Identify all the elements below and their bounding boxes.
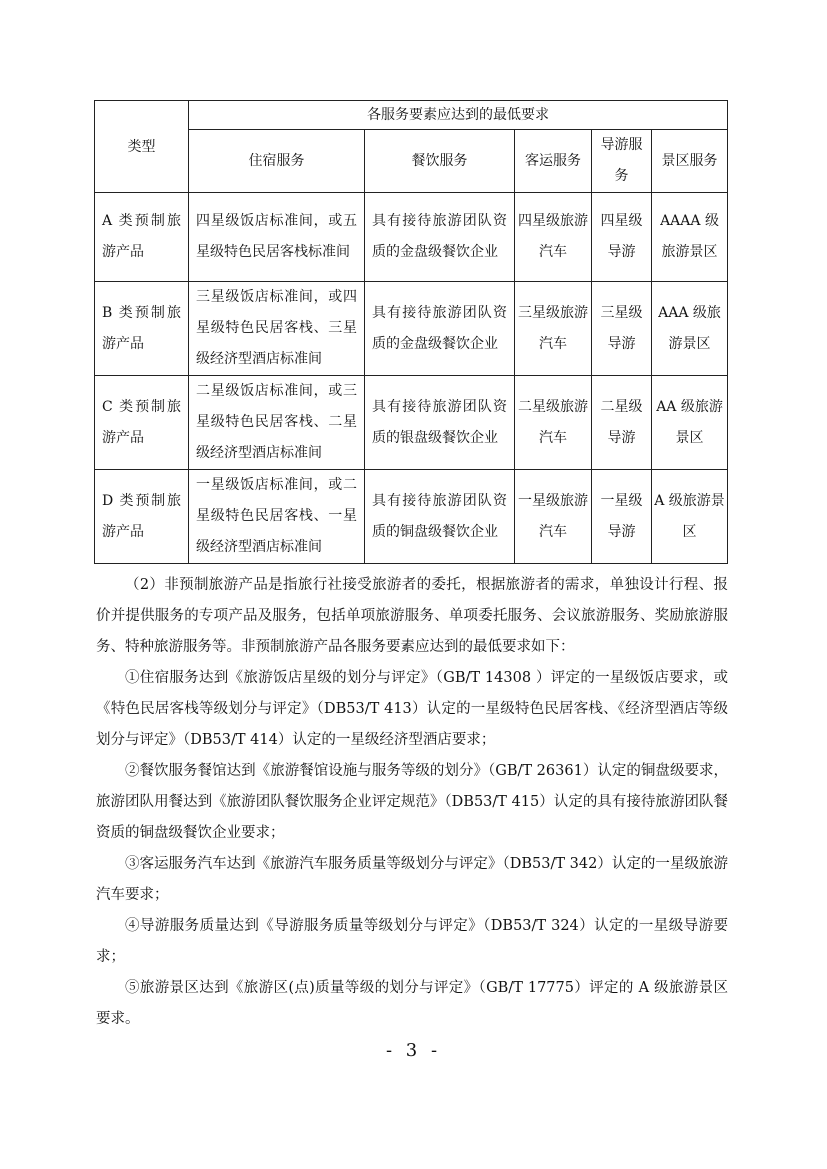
transport-cell: 一星级旅游汽车 xyxy=(515,470,592,564)
transport-cell: 三星级旅游汽车 xyxy=(515,282,592,376)
paragraph-non-prefab-intro: （2）非预制旅游产品是指旅行社接受旅游者的委托，根据旅游者的需求，单独设计行程、报价并提供服务的专项产品及服务，包括单项旅游服务、单项委托服务、会议旅游服务、奖励旅游服务、特种旅游服务等。非预制旅游产品各服务要素应达到的最低要求如下： xyxy=(96,577,728,655)
guide-cell: 三星级导游 xyxy=(592,282,652,376)
scenic-cell: A 级旅游景区 xyxy=(652,470,728,564)
guide-cell: 一星级导游 xyxy=(592,470,652,564)
type-cell: D 类预制旅游产品 xyxy=(95,470,189,564)
table-row xyxy=(95,193,728,282)
paragraph-scenic-requirement: ⑤旅游景区达到《旅游区(点)质量等级的划分与评定》（GB/T 17775）评定的 A 级旅游景区要求。 xyxy=(96,980,728,1027)
type-header: 类型 xyxy=(95,101,189,193)
transport-cell: 四星级旅游汽车 xyxy=(515,193,592,282)
type-cell: B 类预制旅游产品 xyxy=(95,282,189,376)
lodging-header: 住宿服务 xyxy=(189,130,365,193)
paragraph-transport-requirement: ③客运服务汽车达到《旅游汽车服务质量等级划分与评定》（DB53/T 342）认定的一星级旅游汽车要求； xyxy=(96,856,728,903)
scenic-cell: AA 级旅游景区 xyxy=(652,376,728,470)
paragraph-lodging-requirement: ①住宿服务达到《旅游饭店星级的划分与评定》（GB/T 14308 ）评定的一星级饭店要求，或《特色民居客栈等级划分与评定》（DB53/T 413）认定的一星级特色民居客栈、《经济型酒店等级划分与评定》（DB53/T 414）认定的一星级经济型酒店要求； xyxy=(96,670,728,748)
scenic-cell: AAAA 级旅游景区 xyxy=(652,193,728,282)
table-row xyxy=(95,470,728,564)
body-text xyxy=(96,570,728,1035)
guide-cell: 四星级导游 xyxy=(592,193,652,282)
type-cell: A 类预制旅游产品 xyxy=(95,193,189,282)
scenic-cell: AAA 级旅游景区 xyxy=(652,282,728,376)
dining-header: 餐饮服务 xyxy=(365,130,515,193)
scenic-header: 景区服务 xyxy=(652,130,728,193)
lodging-cell: 三星级饭店标准间，或四星级特色民居客栈、三星级经济型酒店标准间 xyxy=(189,282,365,376)
requirements-group-header: 各服务要素应达到的最低要求 xyxy=(189,101,728,130)
lodging-cell: 二星级饭店标准间，或三星级特色民居客栈、二星级经济型酒店标准间 xyxy=(189,376,365,470)
table-subheader-row xyxy=(95,130,728,193)
transport-header: 客运服务 xyxy=(515,130,592,193)
table-header-row xyxy=(95,101,728,130)
service-requirements-table xyxy=(94,100,728,564)
lodging-cell: 四星级饭店标准间，或五星级特色民居客栈标准间 xyxy=(189,193,365,282)
lodging-cell: 一星级饭店标准间，或二星级特色民居客栈、一星级经济型酒店标准间 xyxy=(189,470,365,564)
guide-header: 导游服务 xyxy=(592,130,652,193)
dining-cell: 具有接待旅游团队资质的金盘级餐饮企业 xyxy=(365,193,515,282)
table-row xyxy=(95,376,728,470)
dining-cell: 具有接待旅游团队资质的金盘级餐饮企业 xyxy=(365,282,515,376)
type-cell: C 类预制旅游产品 xyxy=(95,376,189,470)
guide-cell: 二星级导游 xyxy=(592,376,652,470)
dining-cell: 具有接待旅游团队资质的铜盘级餐饮企业 xyxy=(365,470,515,564)
page-number: - 3 - xyxy=(385,1040,442,1061)
paragraph-guide-requirement: ④导游服务质量达到《导游服务质量等级划分与评定》（DB53/T 324）认定的一星级导游要求； xyxy=(96,918,728,965)
transport-cell: 二星级旅游汽车 xyxy=(515,376,592,470)
table-row xyxy=(95,282,728,376)
paragraph-dining-requirement: ②餐饮服务餐馆达到《旅游餐馆设施与服务等级的划分》（GB/T 26361）认定的铜盘级要求，旅游团队用餐达到《旅游团队餐饮服务企业评定规范》（DB53/T 415）认定的具有接待旅游团队餐资质的铜盘级餐饮企业要求； xyxy=(96,763,728,841)
dining-cell: 具有接待旅游团队资质的银盘级餐饮企业 xyxy=(365,376,515,470)
